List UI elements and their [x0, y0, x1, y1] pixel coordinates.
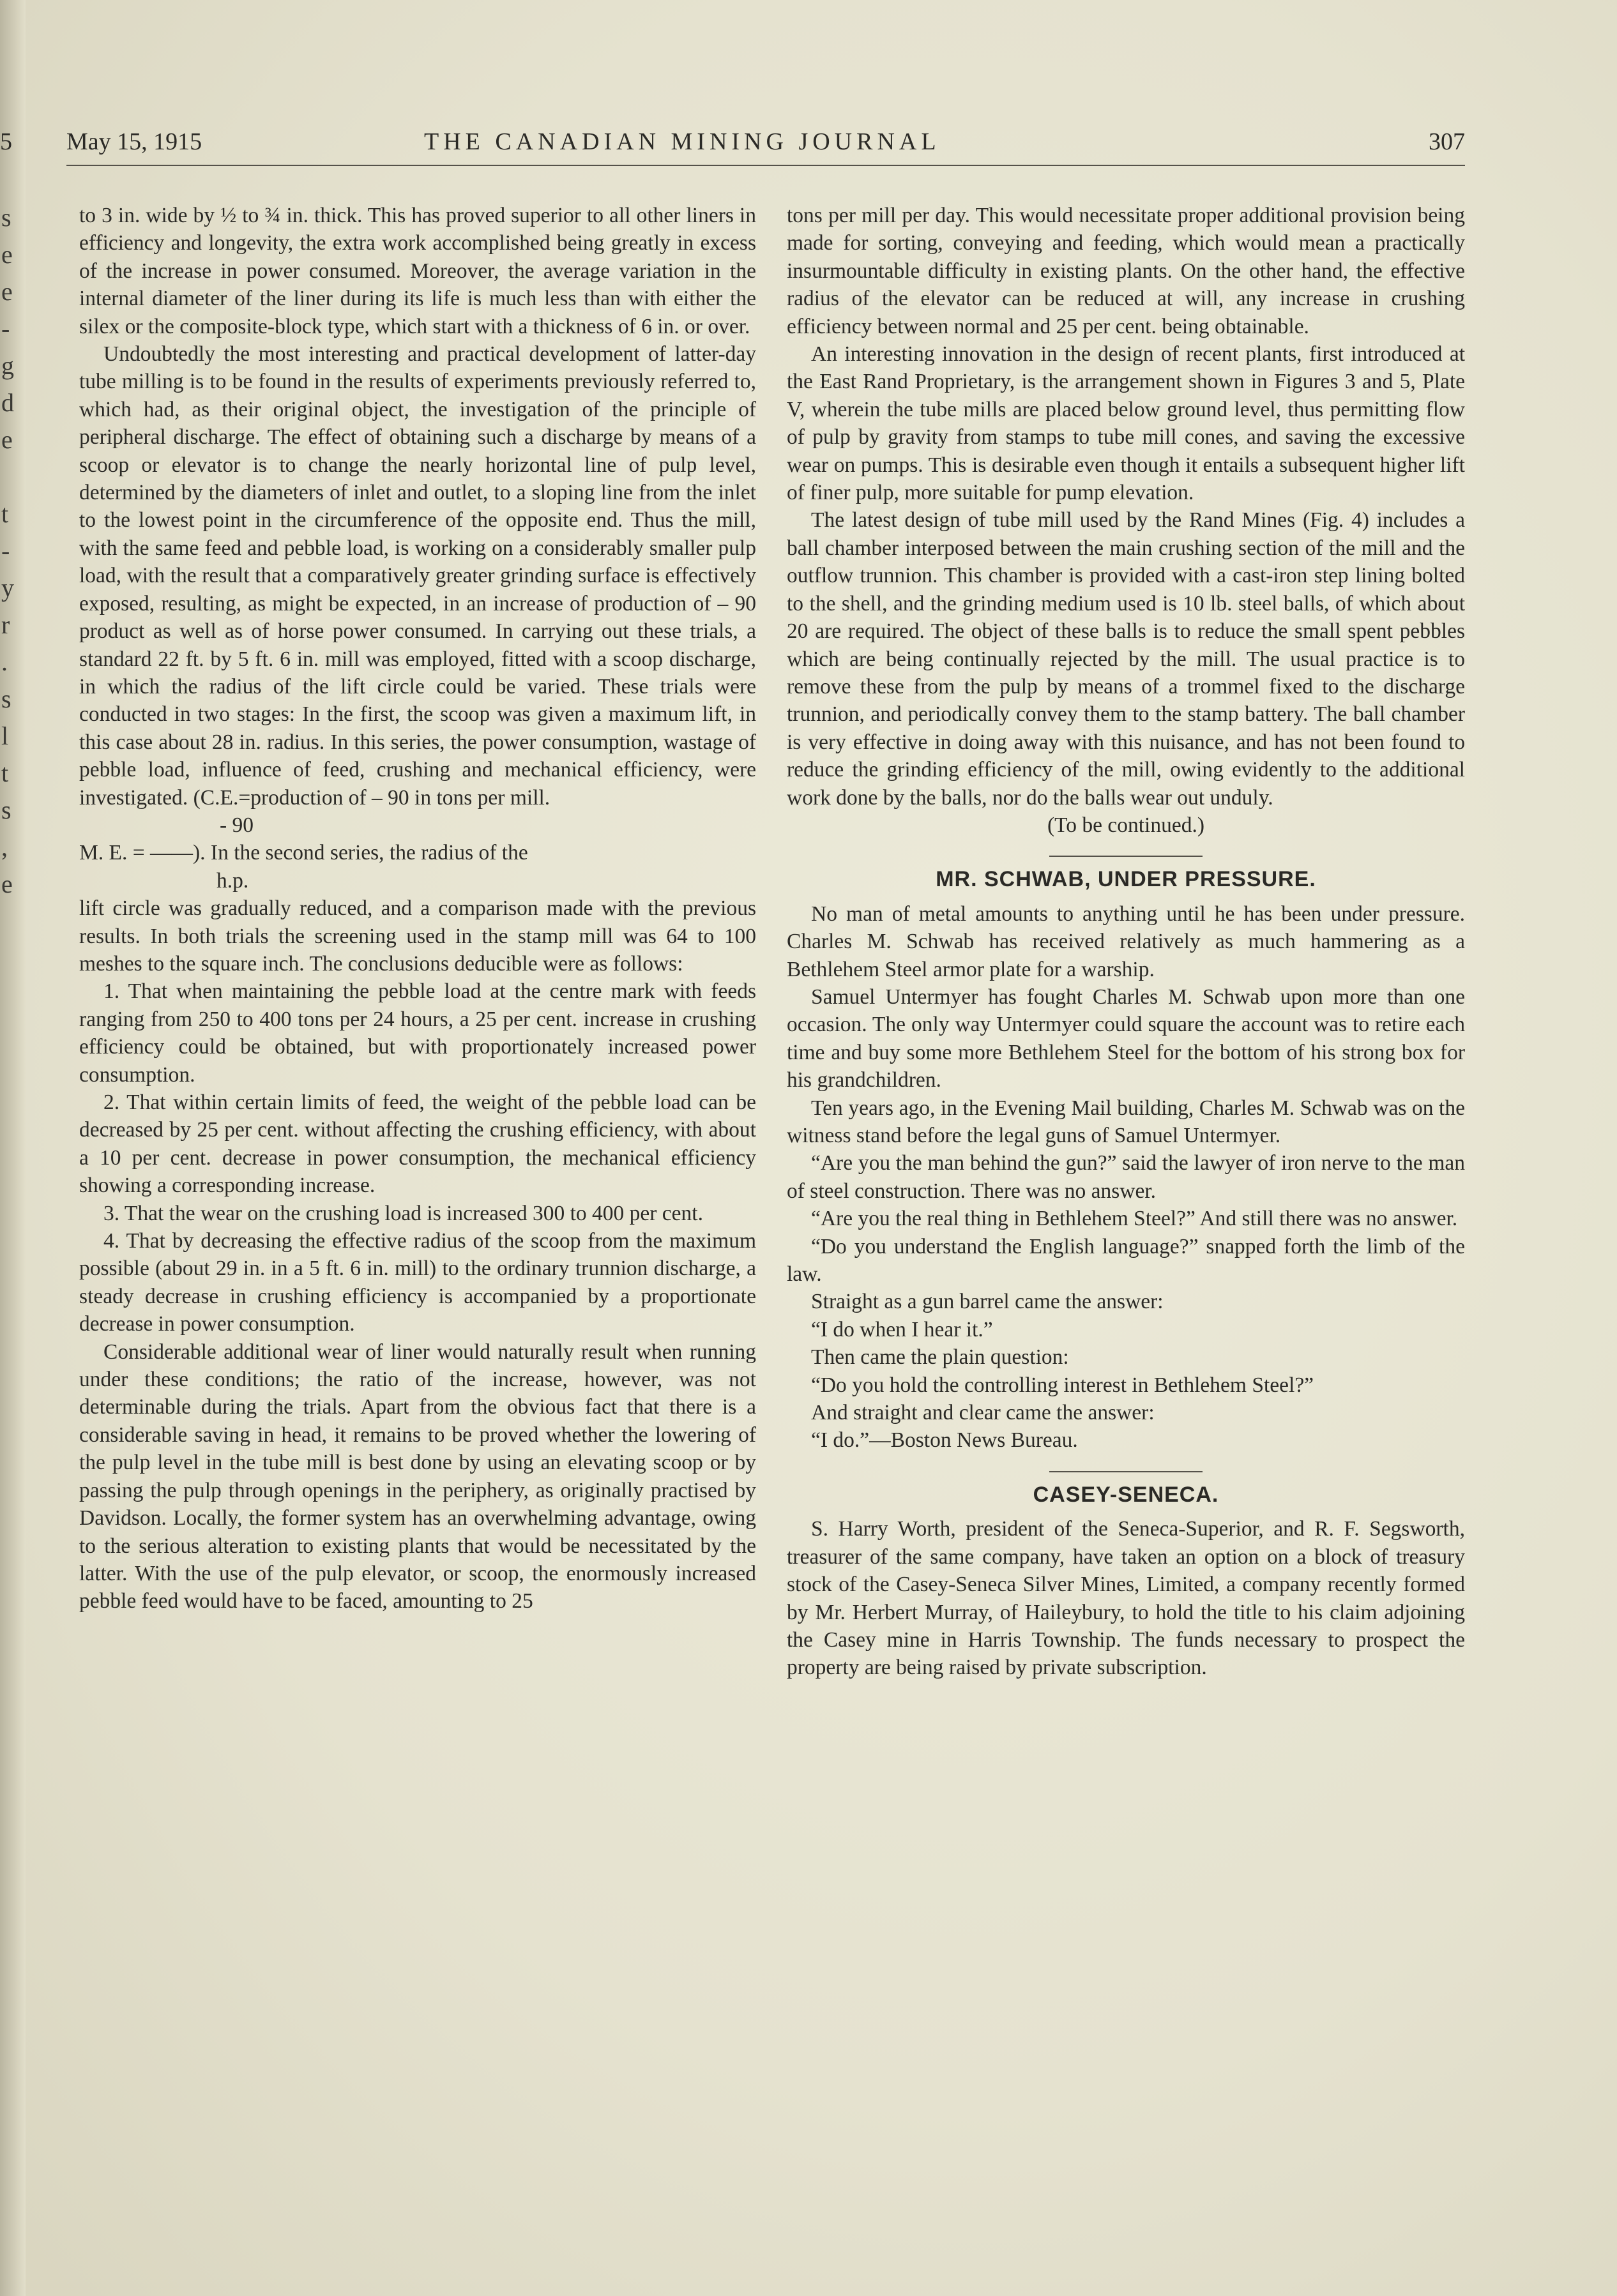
- journal-title: THE CANADIAN MINING JOURNAL: [424, 128, 941, 155]
- paragraph: to 3 in. wide by ½ to ¾ in. thick. This has proved superior to all other liners in efficiency and longevity, the extra work accomplished being greatly in excess of the increase in power consumed. Moreover, the average variation in the internal diameter of the liner during its life is much less than with either the silex or the composite-block type, which start with a thickness of 6 in. or over.: [79, 204, 756, 338]
- margin-letter: -: [1, 314, 10, 343]
- paragraph: An interesting innovation in the design of recent plants, first introduced at the East Rand Proprietary, is the arrangement shown in Figures 3 and 5, Plate V, wherein the tube mills are placed below ground level, thus permitting flow of pulp by gravity from stamps to tube mill cones, and saving the excessive wear on pumps. This is desirable even though it entails a subsequent higher lift of finer pulp, more suitable for pump elevation.: [787, 342, 1465, 505]
- margin-letter: r: [1, 610, 10, 639]
- section-rule: [1049, 856, 1203, 857]
- margin-letter: d: [1, 388, 14, 417]
- list-item: 4. That by decreasing the effective radius of the scoop from the maximum possible (about 29 in. in a 5 ft. 6 in. mill) to the ordinary trunnion discharge, a steady decrease in crushing efficiency is accompanied by a proportionate decrease in power consumption.: [79, 1229, 756, 1336]
- paragraph: Undoubtedly the most interesting and practical development of latter-day tube milling is to be found in the results of experiments previously referred to, which had, as their original object, the investigation of the principle of peripheral discharge. The effect of obtaining such a discharge by means of a scoop or elevator is to change the nearly horizontal line of pulp level, determined by the diameters of inlet and outlet, to a sloping line from the inlet to the lowest point in the circumference of the opposite end. Thus the mill, with the same feed and pebble load, is working on a considerably smaller pulp load, with the result that a comparatively greater grinding surface is effectively exposed, resulting, as might be expected, in an increase of production of – 90 product as well as of horse power consumed. In carrying out these trials, a standard 22 ft. by 5 ft. 6 in. mill was employed, fitted with a scoop discharge, in which the radius of the lift circle could be varied. These trials were conducted in two stages: In the first, the scoop was given a maximum lift, in this case about 28 in. radius. In this series, the power consumption, wastage of pebble load, influence of feed, crushing and mechanical efficiency, were investigated. (C.E.=production of – 90 in tons per mill.: [79, 342, 756, 810]
- margin-letter: .: [1, 647, 8, 676]
- header-rule: [66, 165, 1465, 166]
- paragraph: S. Harry Worth, president of the Seneca-Superior, and R. F. Segsworth, treasurer of the same company, have taken an option on a block of treasury stock of the Casey-Seneca Silver Mines, Limited, a company recently formed by Mr. Herbert Murray, of Haileybury, to hold the title to his claim adjoining the Casey mine in Harris Township. The funds necessary to prospect the property are being raised by private subscription.: [787, 1517, 1465, 1680]
- paragraph: tons per mill per day. This would necessitate proper additional provision being made for sorting, conveying and feeding, which would mean a practically insurmountable difficulty in existing plants. On the other hand, the effective radius of the elevator can be reduced at will, any increase in crushing efficiency between normal and 25 per cent. being obtainable.: [787, 204, 1465, 338]
- margin-letter: g: [1, 351, 14, 380]
- margin-letter: -: [1, 536, 10, 565]
- section-rule: [1049, 1471, 1203, 1472]
- margin-letter: l: [1, 721, 9, 750]
- margin-letter: t: [1, 499, 9, 528]
- margin-letter: e: [1, 240, 13, 269]
- margin-letter: e: [1, 870, 13, 898]
- continued-note: (To be continued.): [1047, 813, 1205, 837]
- paragraph: Then came the plain question:: [811, 1345, 1069, 1370]
- margin-letter: e: [1, 425, 13, 454]
- paragraph: No man of metal amounts to anything until he has been under pressure. Charles M. Schwab has received relatively as much hammering as a Bethlehem Steel armor plate for a warship.: [787, 902, 1465, 981]
- margin-letter: e: [1, 277, 13, 306]
- margin-letter: y: [1, 573, 14, 602]
- previous-page-number: 5: [0, 128, 12, 155]
- list-item: 2. That within certain limits of feed, the weight of the pebble load can be decreased by 25 per cent. without affecting the crushing efficiency, with about a 10 per cent. decrease in power consumption, the mechanical efficiency showing a corresponding increase.: [79, 1091, 756, 1198]
- paragraph: “I do.”—Boston News Bureau.: [811, 1428, 1078, 1453]
- paragraph: “I do when I hear it.”: [811, 1317, 993, 1341]
- paragraph: “Do you hold the controlling interest in Bethlehem Steel?”: [811, 1373, 1314, 1397]
- right-column: [787, 202, 1465, 1682]
- left-column: [79, 202, 756, 1615]
- paragraph: “Are you the man behind the gun?” said the lawyer of iron nerve to the man of steel construction. There was no answer.: [787, 1151, 1465, 1203]
- paragraph: The latest design of tube mill used by the Rand Mines (Fig. 4) includes a ball chamber interposed between the main crushing section of the mill and the outflow trunnion. This chamber is provided with a cast-iron step lining bolted to the shell, and the grinding medium used is 10 lb. steel balls, of which about 20 are required. The object of these balls is to reduce the small spent pebbles which are being continually rejected by the mill. The usual practice is to remove these from the pulp by means of a trommel fixed to the discharge trunnion, and periodically convey them to the stamp battery. The ball chamber is very effective in doing away with this nuisance, and has not been found to reduce the grinding efficiency of the mill, owing evidently to the additional work done by the balls, nor do the balls wear out unduly.: [787, 508, 1465, 810]
- margin-letter: s: [1, 796, 11, 824]
- formula-line: M. E. = ——). In the second series, the radius of the: [79, 841, 528, 865]
- issue-date: May 15, 1915: [66, 128, 202, 155]
- margin-letter: s: [1, 684, 11, 713]
- list-item: 1. That when maintaining the pebble load at the centre mark with feeds ranging from 250 to 400 tons per 24 hours, a 25 per cent. increase in crushing efficiency could be obtained, but with proportionately increased power consumption.: [79, 979, 756, 1087]
- paragraph: “Do you understand the English language?” snapped forth the limb of the law.: [787, 1234, 1465, 1287]
- page-number: 307: [1429, 128, 1465, 155]
- page-header: [0, 128, 1465, 166]
- paragraph: Ten years ago, in the Evening Mail building, Charles M. Schwab was on the witness stand before the legal guns of Samuel Untermyer.: [787, 1096, 1465, 1147]
- formula-denominator: h.p.: [216, 868, 249, 893]
- margin-letter: s: [1, 203, 11, 232]
- article-heading-schwab: MR. SCHWAB, UNDER PRESSURE.: [936, 867, 1316, 892]
- article-heading-casey: CASEY-SENECA.: [1033, 1482, 1219, 1507]
- formula-numerator: - 90: [220, 813, 254, 837]
- paragraph: And straight and clear came the answer:: [811, 1401, 1155, 1425]
- margin-letter: t: [1, 759, 9, 787]
- paragraph: “Are you the real thing in Bethlehem Steel?” And still there was no answer.: [811, 1207, 1458, 1231]
- margin-letter: ,: [1, 833, 8, 861]
- paragraph: lift circle was gradually reduced, and a comparison made with the previous results. In both trials the screening used in the stamp mill was 64 to 100 meshes to the square inch. The conclusions deducible were as follows:: [79, 896, 756, 976]
- paragraph: Samuel Untermyer has fought Charles M. Schwab upon more than one occasion. The only way Untermyer could square the account was to retire each time and buy some more Bethlehem Steel for the bottom of his strong box for his grandchildren.: [787, 985, 1465, 1092]
- paragraph: Considerable additional wear of liner would naturally result when running under these conditions; the ratio of the increase, however, was not determinable during the trials. Apart from the obvious fact that there is a considerable saving in head, it remains to be proved whether the lowering of the pulp level in the tube mill is best done by using an elevating scoop or by passing the pulp through openings in the periphery, as originally practised by Davidson. Locally, the former system has an overwhelming advantage, owing to the serious alteration to existing plants that would be necessitated by the latter. With the use of the pulp elevator, or scoop, the enormously increased pebble feed would have to be faced, amounting to 25: [79, 1340, 756, 1613]
- list-item: 3. That the wear on the crushing load is increased 300 to 400 per cent.: [103, 1201, 703, 1225]
- paragraph: Straight as a gun barrel came the answer:: [811, 1290, 1164, 1314]
- previous-page-margin: [1, 199, 18, 903]
- margin-letter: [1, 458, 18, 495]
